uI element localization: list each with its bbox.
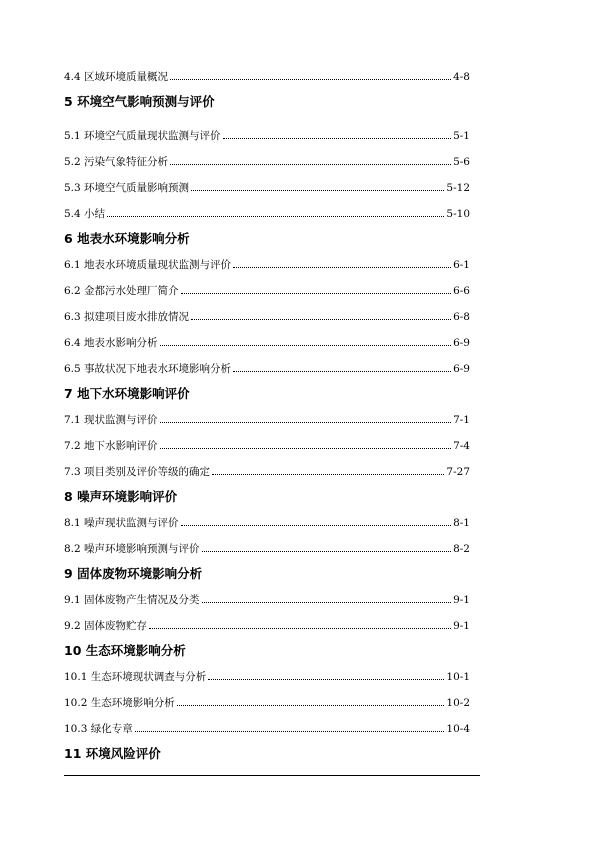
- entry-number: 10.3: [64, 723, 91, 735]
- entry-page-number: 6-9: [453, 363, 470, 375]
- entry-number: 5.4: [64, 208, 85, 220]
- entry-page-number: 6-1: [453, 259, 470, 271]
- entry-title: 项目类别及评价等级的确定: [84, 466, 211, 478]
- chapter-number: 5: [64, 94, 78, 109]
- toc-chapter-11-heading[interactable]: [64, 744, 470, 769]
- entry-page-number: 9-1: [453, 620, 470, 632]
- entry-number: 7.3: [64, 466, 85, 478]
- toc-entry-6-1[interactable]: [64, 254, 470, 280]
- toc-entry-5-2[interactable]: [64, 151, 470, 177]
- toc-entry-5-3[interactable]: [64, 177, 470, 203]
- toc-entry-10-2[interactable]: [64, 692, 470, 718]
- entry-page-number: 6-9: [453, 337, 470, 349]
- entry-title: 生态环境现状调查与分析: [90, 671, 207, 683]
- entry-page-number: 6-8: [453, 311, 470, 323]
- entry-number: 6.3: [64, 311, 85, 323]
- dot-leader: [107, 216, 444, 217]
- chapter-number: 9: [64, 566, 78, 581]
- toc-chapter-6-heading[interactable]: [64, 229, 470, 254]
- entry-page-number: 5-1: [453, 130, 470, 142]
- entry-page-number: 8-1: [453, 517, 470, 529]
- chapter-title: 噪声环境影响评价: [77, 489, 178, 504]
- dot-leader: [160, 448, 452, 449]
- entry-page-number: 10-4: [446, 723, 470, 735]
- dot-leader: [202, 602, 452, 603]
- entry-title: 金都污水处理厂简介: [84, 285, 179, 297]
- dot-leader: [233, 267, 451, 268]
- toc-chapter-5-heading[interactable]: [64, 92, 470, 125]
- entry-page-number: 10-2: [446, 697, 470, 709]
- entry-number: 5.2: [64, 156, 85, 168]
- toc-entry-7-1[interactable]: [64, 409, 470, 435]
- chapter-title: 固体废物环境影响分析: [77, 566, 203, 581]
- entry-title: 噪声环境影响预测与评价: [84, 543, 200, 555]
- entry-title: 环境空气质量现状监测与评价: [84, 130, 221, 142]
- chapter-number: 8: [64, 489, 78, 504]
- entry-number: 5.3: [64, 182, 85, 194]
- toc-entry-10-1[interactable]: [64, 666, 470, 692]
- toc-entry-8-1[interactable]: [64, 512, 470, 538]
- chapter-number: 6: [64, 231, 78, 246]
- entry-title: 固体废物贮存: [84, 620, 148, 632]
- entry-number: 10.1: [64, 671, 91, 683]
- entry-number: 6.5: [64, 363, 85, 375]
- toc-entry-5-4[interactable]: [64, 203, 470, 229]
- entry-title: 拟建项目废水排放情况: [84, 311, 190, 323]
- entry-number: 8.2: [64, 543, 85, 555]
- entry-title: 污染气象特征分析: [84, 156, 169, 168]
- entry-page-number: 8-2: [453, 543, 470, 555]
- table-of-contents: [64, 66, 470, 769]
- dot-leader: [181, 293, 452, 294]
- entry-title: 环境空气质量影响预测: [84, 182, 190, 194]
- dot-leader: [191, 319, 451, 320]
- entry-title: 现状监测与评价: [84, 414, 158, 426]
- entry-page-number: 7-27: [446, 466, 470, 478]
- toc-entry-7-3[interactable]: [64, 461, 470, 487]
- toc-entry-9-1[interactable]: [64, 589, 470, 615]
- toc-entry-10-3[interactable]: [64, 718, 470, 744]
- chapter-title: 环境空气影响预测与评价: [77, 94, 215, 109]
- toc-entry-6-3[interactable]: [64, 306, 470, 332]
- toc-entry-8-2[interactable]: [64, 538, 470, 564]
- entry-number: 9.1: [64, 594, 85, 606]
- dot-leader: [212, 474, 444, 475]
- entry-number: 6.4: [64, 337, 85, 349]
- entry-page-number: 7-1: [453, 414, 470, 426]
- entry-page-number: 5-6: [453, 156, 470, 168]
- chapter-title: 生态环境影响分析: [85, 643, 186, 658]
- toc-entry-4-4[interactable]: [64, 66, 470, 92]
- chapter-title: 环境风险评价: [85, 746, 161, 761]
- toc-entry-6-5[interactable]: [64, 358, 470, 384]
- entry-page-number: 4-8: [453, 71, 470, 83]
- chapter-title: 地表水环境影响分析: [77, 231, 190, 246]
- toc-chapter-10-heading[interactable]: [64, 641, 470, 666]
- entry-number: 10.2: [64, 697, 91, 709]
- dot-leader: [223, 138, 452, 139]
- entry-title: 地表水环境质量现状监测与评价: [84, 259, 232, 271]
- dot-leader: [160, 345, 452, 346]
- entry-page-number: 9-1: [453, 594, 470, 606]
- entry-number: 8.1: [64, 517, 85, 529]
- entry-title: 地表水影响分析: [84, 337, 158, 349]
- toc-chapter-7-heading[interactable]: [64, 384, 470, 409]
- toc-entry-6-2[interactable]: [64, 280, 470, 306]
- chapter-title: 地下水环境影响评价: [77, 386, 190, 401]
- chapter-number: 11: [64, 746, 86, 761]
- entry-number: 4.4: [64, 71, 85, 83]
- entry-page-number: 5-12: [446, 182, 470, 194]
- entry-number: 9.2: [64, 620, 85, 632]
- toc-entry-5-1[interactable]: [64, 125, 470, 151]
- dot-leader: [170, 79, 451, 80]
- dot-leader: [135, 731, 445, 732]
- entry-title: 固体废物产生情况及分类: [84, 594, 200, 606]
- toc-chapter-9-heading[interactable]: [64, 564, 470, 589]
- entry-number: 7.1: [64, 414, 85, 426]
- entry-page-number: 7-4: [453, 440, 470, 452]
- chapter-number: 10: [64, 643, 86, 658]
- toc-entry-7-2[interactable]: [64, 435, 470, 461]
- entry-page-number: 5-10: [446, 208, 470, 220]
- dot-leader: [202, 551, 452, 552]
- page-divider: [64, 775, 480, 776]
- dot-leader: [149, 628, 451, 629]
- entry-title: 生态环境影响分析: [90, 697, 175, 709]
- dot-leader: [181, 525, 452, 526]
- entry-title: 噪声现状监测与评价: [84, 517, 179, 529]
- entry-page-number: 10-1: [446, 671, 470, 683]
- entry-number: 6.2: [64, 285, 85, 297]
- entry-number: 6.1: [64, 259, 85, 271]
- entry-title: 地下水影响评价: [84, 440, 158, 452]
- dot-leader: [160, 422, 452, 423]
- entry-number: 5.1: [64, 130, 85, 142]
- entry-title: 小结: [84, 208, 106, 220]
- dot-leader: [208, 679, 444, 680]
- dot-leader: [170, 164, 451, 165]
- entry-title: 区域环境质量概况: [84, 71, 169, 83]
- entry-page-number: 6-6: [453, 285, 470, 297]
- toc-entry-9-2[interactable]: [64, 615, 470, 641]
- entry-title: 事故状况下地表水环境影响分析: [84, 363, 232, 375]
- dot-leader: [191, 190, 444, 191]
- chapter-number: 7: [64, 386, 78, 401]
- toc-entry-6-4[interactable]: [64, 332, 470, 358]
- entry-title: 绿化专章: [90, 723, 133, 735]
- dot-leader: [177, 705, 445, 706]
- toc-chapter-8-heading[interactable]: [64, 487, 470, 512]
- entry-number: 7.2: [64, 440, 85, 452]
- dot-leader: [233, 371, 451, 372]
